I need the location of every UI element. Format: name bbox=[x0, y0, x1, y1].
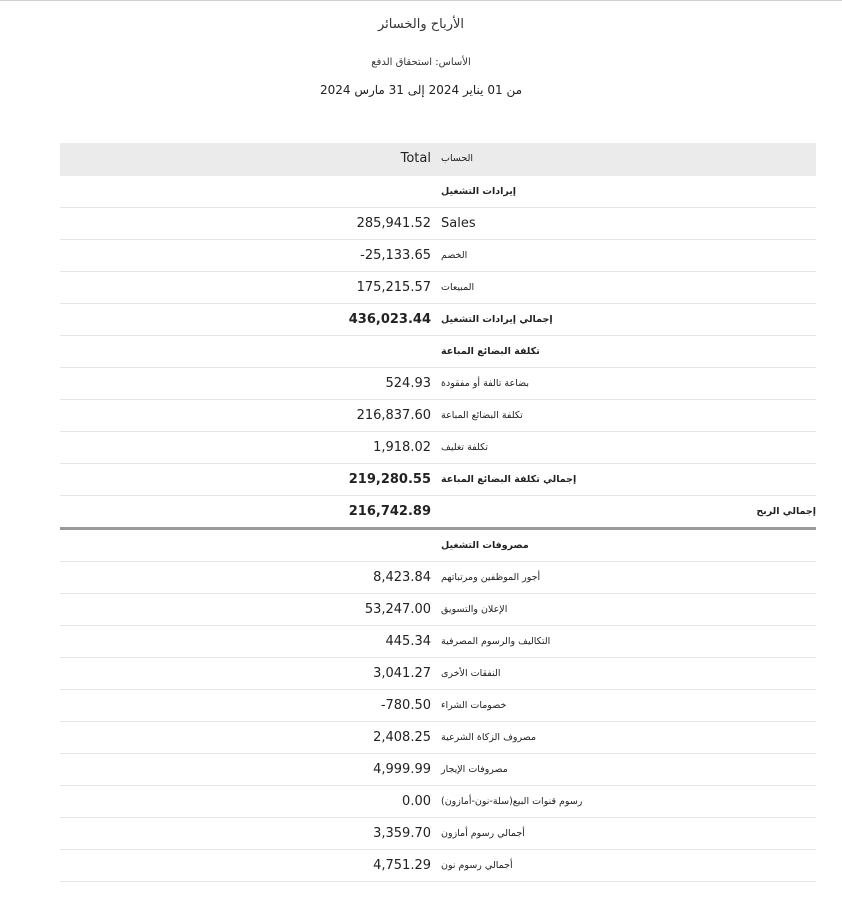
gross-profit-label: إجمالي الربح bbox=[756, 506, 816, 517]
row-label: مصروفات الإيجار bbox=[441, 764, 508, 775]
table-row bbox=[60, 432, 816, 464]
row-label: رسوم قنوات البيع(سلة-نون-أمازون) bbox=[441, 796, 583, 807]
row-value: -25,133.65 bbox=[360, 248, 431, 263]
row-label: الإعلان والتسويق bbox=[441, 604, 508, 615]
profit-loss-table bbox=[60, 143, 816, 882]
total-row-operating-income bbox=[60, 304, 816, 336]
row-label: إجمالي إيرادات التشغيل bbox=[441, 314, 553, 325]
report-period: من 01 يناير 2024 إلى 31 مارس 2024 bbox=[319, 83, 523, 97]
row-value: -780.50 bbox=[380, 698, 431, 713]
section-title: تكلفة البضائع المباعة bbox=[441, 346, 540, 357]
row-value: 436,023.44 bbox=[348, 312, 431, 327]
column-account-header: الحساب bbox=[441, 153, 473, 164]
row-value: 4,999.99 bbox=[373, 762, 431, 777]
row-value: 216,837.60 bbox=[356, 408, 431, 423]
row-label: إجمالي تكلفة البضائع المباعة bbox=[441, 474, 577, 485]
row-value: 524.93 bbox=[385, 376, 431, 391]
row-value: 3,041.27 bbox=[373, 666, 431, 681]
row-label: أجمالي رسوم أمازون bbox=[441, 828, 525, 839]
row-value: 3,359.70 bbox=[373, 826, 431, 841]
row-label: المبيعات bbox=[441, 282, 475, 293]
column-total-header: Total bbox=[400, 151, 431, 166]
table-row bbox=[60, 272, 816, 304]
table-row bbox=[60, 562, 816, 594]
table-row bbox=[60, 786, 816, 818]
row-label: بضاعة تالفة أو مفقودة bbox=[441, 378, 529, 389]
section-operating-expenses bbox=[60, 530, 816, 562]
table-row bbox=[60, 850, 816, 882]
section-operating-income bbox=[60, 176, 816, 208]
report-title: الأرباح والخسائر bbox=[378, 17, 464, 32]
table-row bbox=[60, 594, 816, 626]
row-label: مصروف الزكاة الشرعية bbox=[441, 732, 537, 743]
table-row bbox=[60, 658, 816, 690]
section-title: إيرادات التشغيل bbox=[441, 186, 517, 197]
row-value: 1,918.02 bbox=[373, 440, 431, 455]
section-title: مصروفات التشغيل bbox=[441, 540, 529, 551]
gross-profit-row bbox=[60, 496, 816, 530]
total-row-cogs bbox=[60, 464, 816, 496]
top-border bbox=[0, 0, 842, 1]
row-value: 53,247.00 bbox=[364, 602, 431, 617]
row-label: التكاليف والرسوم المصرفية bbox=[441, 636, 551, 647]
row-label: تكلفة تغليف bbox=[441, 442, 489, 453]
table-row bbox=[60, 722, 816, 754]
table-row bbox=[60, 626, 816, 658]
table-row bbox=[60, 240, 816, 272]
table-row bbox=[60, 690, 816, 722]
row-label: أجور الموظفين ومرتباتهم bbox=[441, 572, 541, 583]
row-label: تكلفة البضائع المباعة bbox=[441, 410, 523, 421]
row-label: أجمالي رسوم نون bbox=[441, 860, 513, 871]
row-label: النفقات الأخرى bbox=[441, 668, 501, 679]
table-header-row bbox=[60, 143, 816, 176]
row-value: 0.00 bbox=[402, 794, 431, 809]
row-value: 445.34 bbox=[385, 634, 431, 649]
section-cogs bbox=[60, 336, 816, 368]
row-value: 4,751.29 bbox=[373, 858, 431, 873]
row-value: 175,215.57 bbox=[356, 280, 431, 295]
report-basis: الأساس: استحقاق الدفع bbox=[371, 57, 471, 68]
row-label: خصومات الشراء bbox=[441, 700, 507, 711]
row-label: Sales bbox=[441, 216, 476, 231]
gross-profit-value: 216,742.89 bbox=[348, 504, 431, 519]
row-value: 8,423.84 bbox=[373, 570, 431, 585]
table-row bbox=[60, 368, 816, 400]
row-value: 285,941.52 bbox=[356, 216, 431, 231]
table-row bbox=[60, 754, 816, 786]
row-label: الخصم bbox=[441, 250, 468, 261]
table-row bbox=[60, 400, 816, 432]
table-row bbox=[60, 208, 816, 240]
table-row bbox=[60, 818, 816, 850]
row-value: 219,280.55 bbox=[348, 472, 431, 487]
row-value: 2,408.25 bbox=[373, 730, 431, 745]
